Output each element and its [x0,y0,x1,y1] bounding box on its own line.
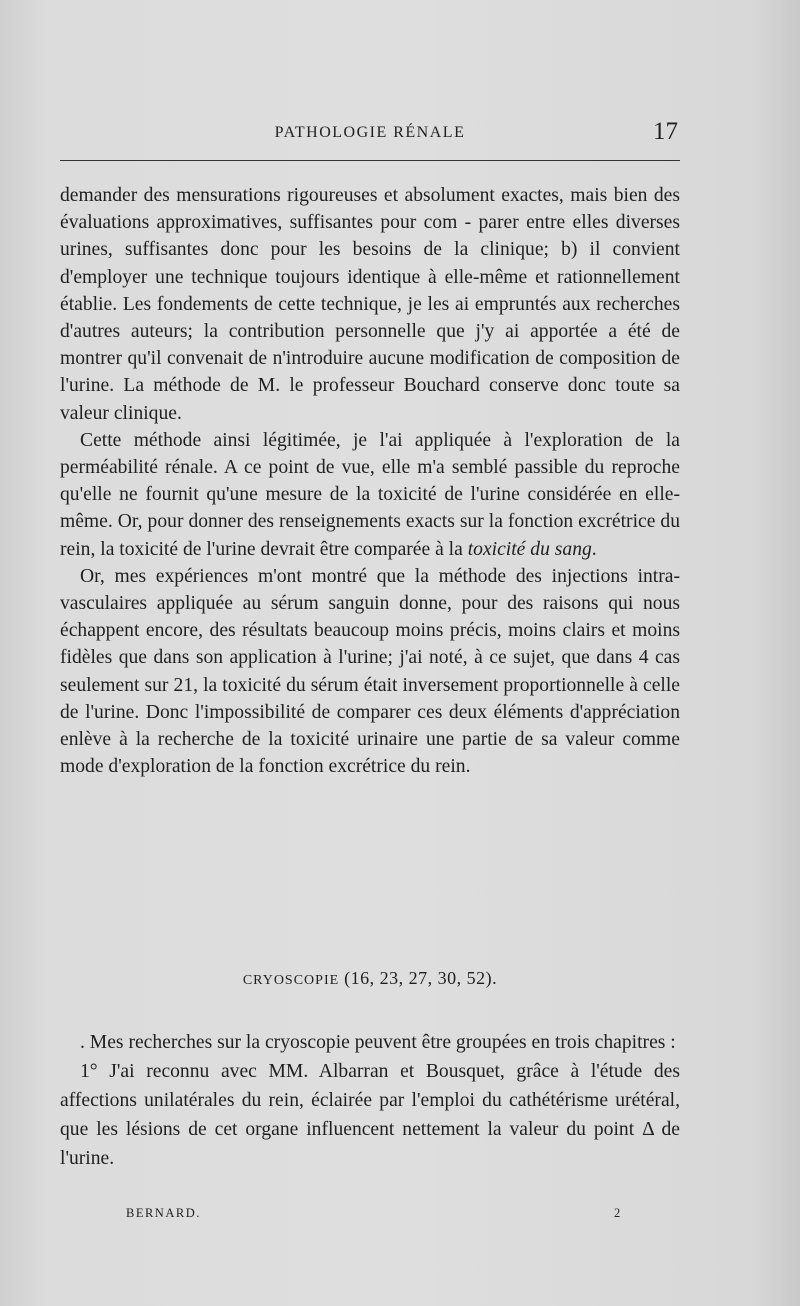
page-footer [60,1206,680,1230]
paragraph-2-italic: toxicité du sang [467,538,592,560]
body-text [60,182,680,780]
page-header [60,118,680,152]
section-paragraph-2: 1° J'ai reconnu avec MM. Albarran et Bousquet, grâce à l'étude des affections unilatérales du rein, éclairée par l'emploi du cathétérisme urétéral, que les lésions de cet organe influencent nettement la valeur du point Δ de l'urine. [60,1061,680,1169]
section-heading-label: CRYOSCOPIE [242,973,340,988]
paragraph-2-end: . [591,538,597,560]
running-title: PATHOLOGIE RÉNALE [274,124,466,141]
page-number: 17 [653,118,678,145]
body-text-section [60,1028,680,1173]
section-paragraph-1: . Mes recherches sur la cryoscopie peuvent être groupées en trois chapitres : [80,1032,676,1053]
section-heading [60,968,680,989]
section-heading-refs: (16, 23, 27, 30, 52). [339,968,498,988]
paragraph-1: demander des mensurations rigoureuses et absolument exactes, mais bien des évaluations approximatives, suffisantes pour com - parer entre elles diverses urines, suffisantes donc pour les besoins de la clinique; b) il convient d'employer une technique toujours identique à elle-même et rationnellement établie. Les fondements de cette technique, je les ai empruntés aux recherches d'autres auteurs; la contribution personnelle que j'y ai apportée a été de montrer qu'il convenait de n'introduire aucune modification de composition de l'urine. La méthode de M. le professeur Bouchard conserve donc toute sa valeur clinique. [60,185,680,424]
sheet-number: 2 [614,1206,621,1220]
paragraph-2-text: Cette méthode ainsi légitimée, je l'ai appliquée à l'exploration de la perméabilité rénale. A ce point de vue, elle m'a semblé passible du reproche qu'elle ne fournit qu'une mesure de la toxicité de l'urine considérée en elle-même. Or, pour donner des renseignements exacts sur la fonction excrétrice du rein, la toxicité de l'urine devrait être comparée à la [60,429,680,560]
paragraph-3: Or, mes expériences m'ont montré que la méthode des injections intra-vasculaires appliquée au sérum sanguin donne, pour des raisons qui nous échappent encore, des résultats beaucoup moins précis, moins clairs et moins fidèles que dans son application à l'urine; j'ai noté, à ce sujet, que dans 4 cas seulement sur 21, la toxicité du sérum était inversement proportionnelle à celle de l'urine. Donc l'impossibilité de comparer ces deux éléments d'appréciation enlève à la recherche de la toxicité urinaire une partie de sa valeur comme mode d'exploration de la fonction excrétrice du rein. [60,565,680,778]
paragraph-2 [60,427,680,563]
header-rule [60,160,680,161]
signature-mark: BERNARD. [126,1206,201,1220]
